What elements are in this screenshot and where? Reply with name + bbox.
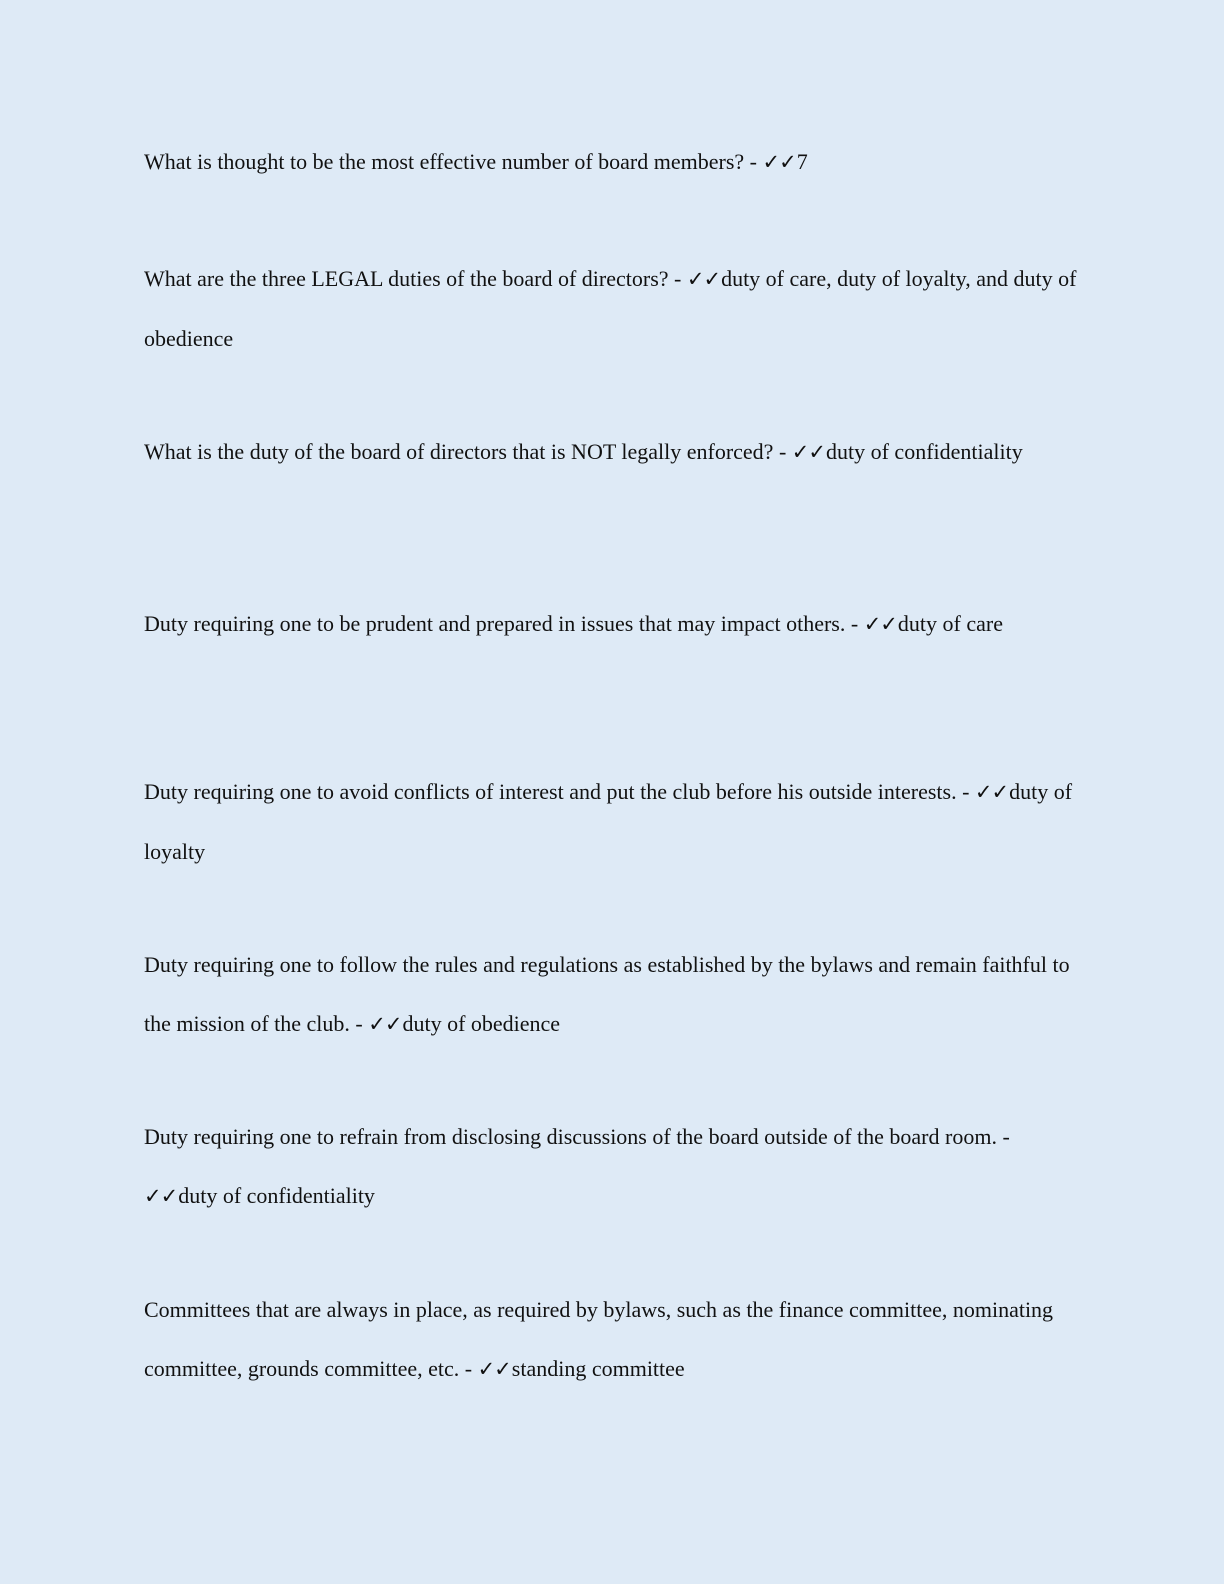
answer-text: standing committee bbox=[511, 1356, 685, 1381]
question-text: Duty requiring one to follow the rules and regulations as established by the bylaws and remain faithful to the mission of the club. - bbox=[144, 952, 1070, 1036]
double-check-icon: ✓✓ bbox=[974, 780, 1009, 804]
double-check-icon: ✓✓ bbox=[863, 612, 897, 636]
question-text: Duty requiring one to be prudent and prepared in issues that may impact others. - bbox=[144, 611, 864, 636]
qa-item bbox=[144, 422, 1084, 482]
double-check-icon: ✓✓ bbox=[762, 150, 796, 174]
question-text: Committees that are always in place, as required by bylaws, such as the finance committee, nominating committee, grounds committee, etc. - bbox=[144, 1297, 1054, 1381]
answer-text: duty of confidentiality bbox=[178, 1183, 375, 1208]
question-text: Duty requiring one to avoid conflicts of interest and put the club before his outside interests. - bbox=[144, 779, 975, 804]
qa-item bbox=[144, 249, 1084, 368]
question-text: What are the three LEGAL duties of the board of directors? - bbox=[144, 266, 687, 291]
qa-item bbox=[144, 1280, 1084, 1399]
qa-item bbox=[144, 594, 1084, 654]
double-check-icon: ✓✓ bbox=[477, 1357, 511, 1381]
question-text: What is the duty of the board of directors that is NOT legally enforced? - bbox=[144, 439, 792, 464]
answer-text: duty of confidentiality bbox=[825, 439, 1023, 464]
qa-item bbox=[144, 762, 1084, 881]
question-text: What is thought to be the most effective number of board members? - bbox=[144, 149, 763, 174]
question-text: Duty requiring one to refrain from disclosing discussions of the board outside of the board room. - bbox=[144, 1124, 1010, 1149]
double-check-icon: ✓✓ bbox=[144, 1184, 178, 1208]
double-check-icon: ✓✓ bbox=[686, 267, 721, 291]
answer-text: duty of loyalty bbox=[144, 779, 1073, 864]
double-check-icon: ✓✓ bbox=[791, 440, 825, 464]
double-check-icon: ✓✓ bbox=[368, 1012, 402, 1036]
qa-item bbox=[144, 935, 1084, 1054]
qa-item bbox=[144, 132, 1084, 192]
qa-item bbox=[144, 1107, 1084, 1226]
answer-text: duty of care bbox=[897, 611, 1003, 636]
answer-text: 7 bbox=[796, 149, 808, 174]
answer-text: duty of obedience bbox=[402, 1011, 561, 1036]
answer-text: duty of care, duty of loyalty, and duty of obedience bbox=[144, 266, 1077, 351]
